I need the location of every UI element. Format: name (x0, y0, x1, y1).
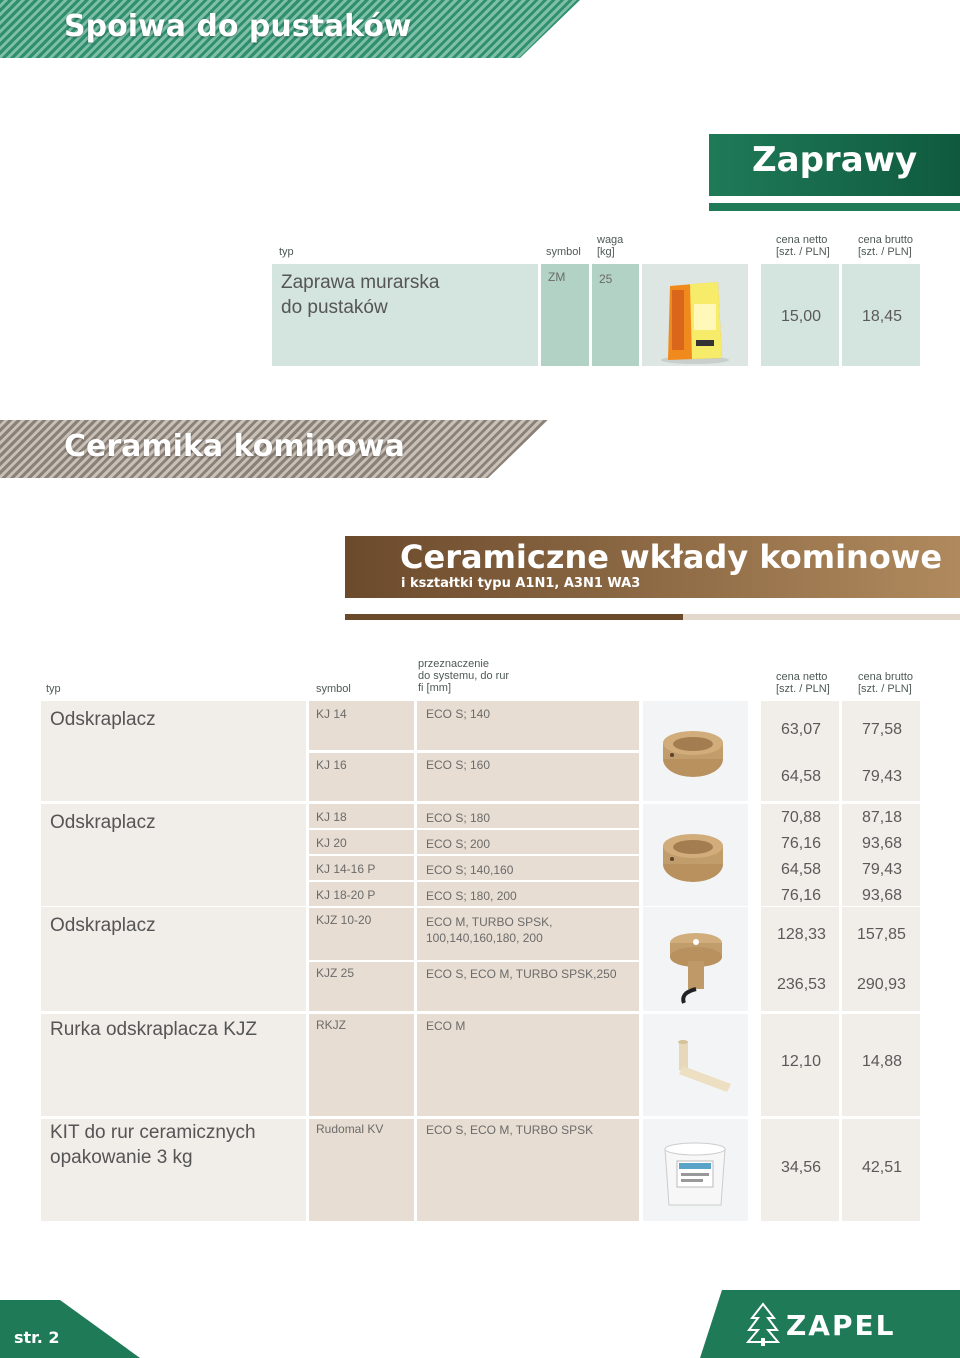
c-header-netto: cena netto [szt. / PLN] (776, 671, 830, 695)
ceramiczne-title: Ceramiczne wkłady kominowe (400, 538, 943, 576)
brutto-cell-g1 (842, 701, 920, 801)
przezn-2: ECO S; 180 (426, 811, 491, 825)
netto-8: 12,10 (781, 1053, 822, 1070)
zaprawy-brutto: 18,45 (862, 308, 903, 325)
zapel-logo-text: ZAPEL (786, 1309, 896, 1342)
typ-label-5: KIT do rur ceramicznych opakowanie 3 kg (50, 1122, 256, 1168)
netto-cell-g3 (761, 907, 839, 1011)
zaprawy-typ: Zaprawa murarska do pustaków (281, 272, 440, 318)
brutto-5: 93,68 (862, 887, 903, 904)
kit-bucket-image (643, 1119, 748, 1221)
netto-5: 76,16 (781, 887, 822, 904)
brutto-0: 77,58 (862, 721, 903, 738)
header-waga: waga [kg] (597, 234, 624, 258)
c-header-typ: typ (46, 683, 61, 695)
symbol-8: RKJZ (316, 1018, 346, 1032)
brutto-2: 87,18 (862, 809, 903, 826)
przezn-4: ECO S; 140,160 (426, 863, 514, 877)
section-title-spoiwa: Spoiwa do pustaków (64, 9, 412, 44)
przezn-3: ECO S; 200 (426, 837, 491, 851)
header-netto: cena netto [szt. / PLN] (776, 234, 830, 258)
zaprawy-underline (709, 203, 960, 211)
symbol-2: KJ 18 (316, 810, 347, 824)
przezn-6: ECO M, TURBO SPSK, 100,140,160,180, 200 (426, 915, 553, 945)
odskraplacz-kjz-image (643, 907, 748, 1011)
zaprawy-title: Zaprawy (752, 140, 918, 180)
przezn-9: ECO S, ECO M, TURBO SPSK (426, 1123, 594, 1137)
page-number: str. 2 (14, 1328, 60, 1347)
netto-2: 70,88 (781, 809, 822, 826)
ceramiczne-underline (345, 614, 960, 620)
symbol-5: KJ 18-20 P (316, 888, 376, 902)
symbol-7: KJZ 25 (316, 966, 355, 980)
netto-7: 236,53 (777, 976, 826, 993)
zaprawa-bag-image (642, 264, 748, 366)
symbol-4: KJ 14-16 P (316, 862, 376, 876)
brutto-8: 14,88 (862, 1053, 903, 1070)
brutto-3: 93,68 (862, 835, 903, 852)
symbol-3: KJ 20 (316, 836, 347, 850)
netto-cell-g1 (761, 701, 839, 801)
ceramiczne-subtitle: i kształtki typu A1N1, A3N1 WA3 (401, 576, 641, 591)
typ-label-1: Odskraplacz (50, 709, 156, 730)
brutto-1: 79,43 (862, 768, 903, 785)
header-typ: typ (279, 246, 294, 258)
brutto-7: 290,93 (857, 976, 906, 993)
przezn-1: ECO S; 160 (426, 758, 491, 772)
typ-label-4: Rurka odskraplacza KJZ (50, 1019, 257, 1040)
zaprawy-netto: 15,00 (781, 308, 822, 325)
zaprawy-symbol: ZM (548, 270, 566, 284)
netto-6: 128,33 (777, 926, 826, 943)
brutto-6: 157,85 (857, 926, 906, 943)
brutto-9: 42,51 (862, 1159, 903, 1176)
symbol-1: KJ 16 (316, 758, 347, 772)
c-header-symbol: symbol (316, 683, 351, 695)
typ-label-2: Odskraplacz (50, 812, 156, 833)
header-symbol: symbol (546, 246, 581, 258)
brutto-cell-g3 (842, 907, 920, 1011)
tree-icon (746, 1302, 780, 1351)
symbol-0: KJ 14 (316, 707, 347, 721)
rurka-odskraplacza-image (643, 1014, 748, 1116)
przezn-8: ECO M (426, 1019, 466, 1033)
header-brutto: cena brutto [szt. / PLN] (858, 234, 914, 258)
netto-0: 63,07 (781, 721, 822, 738)
typ-label-3: Odskraplacz (50, 915, 156, 936)
c-header-przeznaczenie: przeznaczenie do systemu, do rur fi [mm] (418, 658, 510, 694)
netto-1: 64,58 (781, 768, 822, 785)
odskraplacz-kj-image (643, 701, 748, 801)
section-title-ceramika: Ceramika kominowa (64, 429, 405, 464)
brutto-4: 79,43 (862, 861, 903, 878)
symbol-6: KJZ 10-20 (316, 913, 372, 927)
c-header-brutto: cena brutto [szt. / PLN] (858, 671, 914, 695)
symbol-9: Rudomal KV (316, 1122, 384, 1136)
netto-9: 34,56 (781, 1159, 822, 1176)
netto-3: 76,16 (781, 835, 822, 852)
netto-4: 64,58 (781, 861, 822, 878)
przezn-7: ECO S, ECO M, TURBO SPSK,250 (426, 967, 617, 981)
przezn-5: ECO S; 180, 200 (426, 889, 517, 903)
zaprawy-waga: 25 (599, 272, 613, 286)
odskraplacz-kj-p-image (643, 804, 748, 906)
przezn-0: ECO S; 140 (426, 707, 491, 721)
